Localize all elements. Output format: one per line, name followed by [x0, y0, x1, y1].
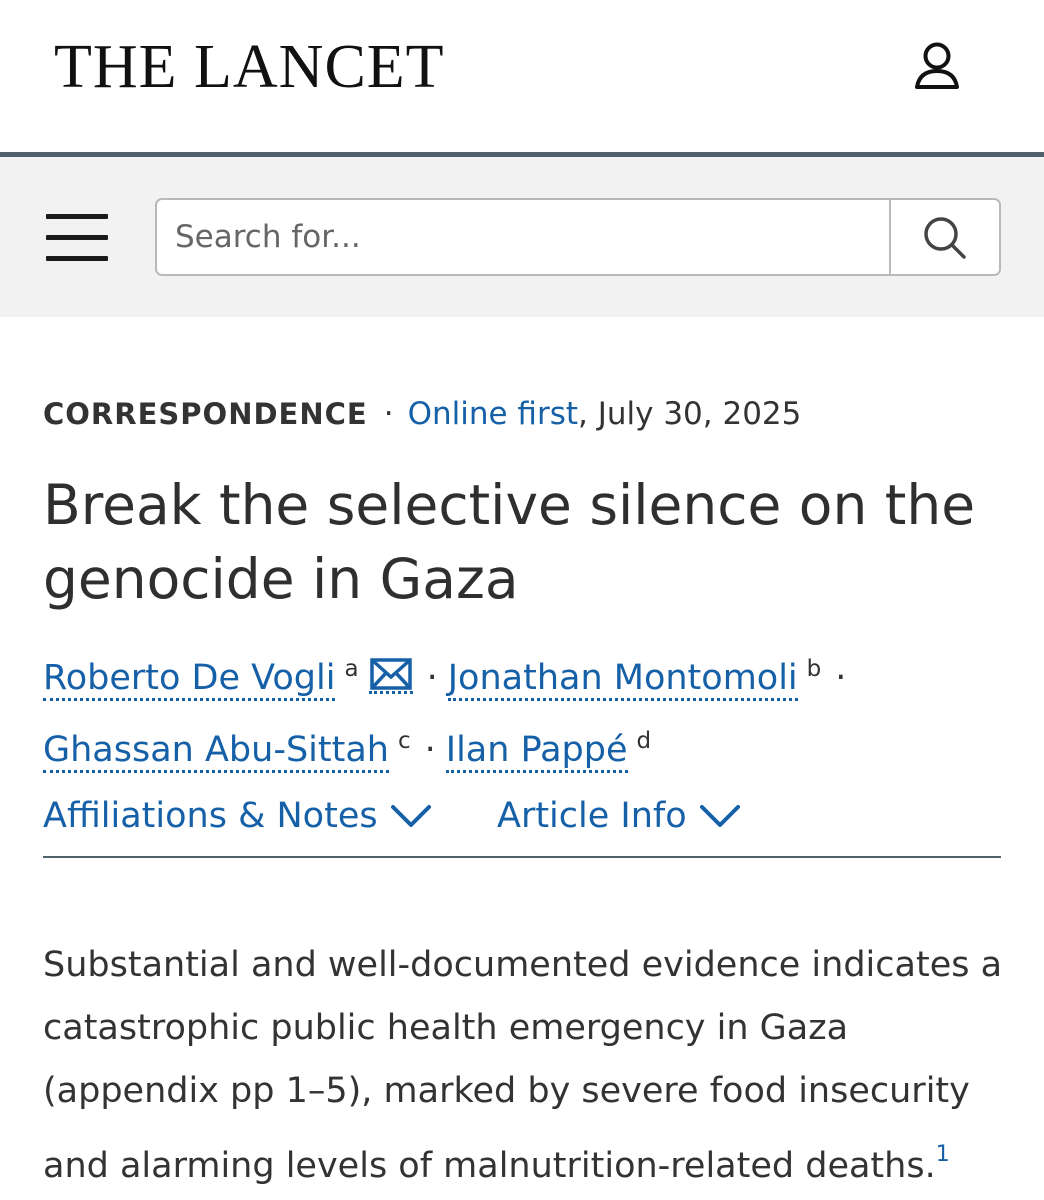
chevron-down-icon: [699, 803, 741, 829]
site-header: [0, 0, 1044, 152]
author-link[interactable]: Jonathan Montomoli: [448, 658, 798, 701]
author-link[interactable]: Ghassan Abu-Sittah: [43, 730, 389, 773]
affiliation-marker[interactable]: a: [344, 656, 359, 682]
publication-date: , July 30, 2025: [578, 396, 802, 432]
author-separator: ·: [424, 730, 436, 770]
article-title: Break the selective silence on the genocide in Gaza: [43, 473, 976, 611]
search-button[interactable]: [889, 200, 999, 274]
author-link[interactable]: Ilan Pappé: [446, 730, 628, 773]
menu-button[interactable]: [44, 214, 110, 262]
search-bar-band: [0, 157, 1044, 317]
tab-label: Affiliations & Notes: [43, 796, 378, 836]
article-info-tabs: [43, 792, 1001, 858]
meta-separator: ·: [383, 396, 394, 432]
search-icon: [891, 200, 997, 274]
affiliation-marker[interactable]: d: [636, 728, 652, 754]
email-author-button[interactable]: [369, 651, 413, 694]
user-icon: [906, 36, 968, 98]
article-meta: [43, 392, 801, 436]
tab-label: Article Info: [497, 796, 687, 836]
author-link[interactable]: Roberto De Vogli: [43, 658, 335, 701]
search-form: [155, 198, 1001, 276]
article-info-toggle[interactable]: [497, 792, 741, 840]
account-button[interactable]: [906, 36, 968, 98]
affiliation-marker[interactable]: b: [806, 656, 822, 682]
article-type: CORRESPONDENCE: [43, 397, 368, 431]
affiliation-marker[interactable]: c: [397, 728, 411, 754]
reference-link[interactable]: 1: [935, 1142, 950, 1167]
paragraph-text: Substantial and well-documented evidence indicates a catastrophic public health emergency in Gaza (appendix pp 1–5), marked by severe food insecurity and alarming levels of malnutrition-related deaths.: [43, 945, 1003, 1186]
author-separator: ·: [835, 658, 847, 698]
online-first-link[interactable]: Online first: [407, 396, 579, 432]
site-logo[interactable]: THE LANCET: [54, 33, 445, 101]
chevron-down-icon: [390, 803, 432, 829]
affiliations-notes-toggle[interactable]: [43, 792, 432, 840]
envelope-icon: [369, 657, 413, 693]
author-list: [43, 638, 1003, 782]
author-separator: ·: [426, 658, 438, 698]
article-body-paragraph: [43, 934, 1003, 1198]
search-input[interactable]: [157, 200, 889, 274]
hamburger-menu-icon: [46, 214, 108, 219]
